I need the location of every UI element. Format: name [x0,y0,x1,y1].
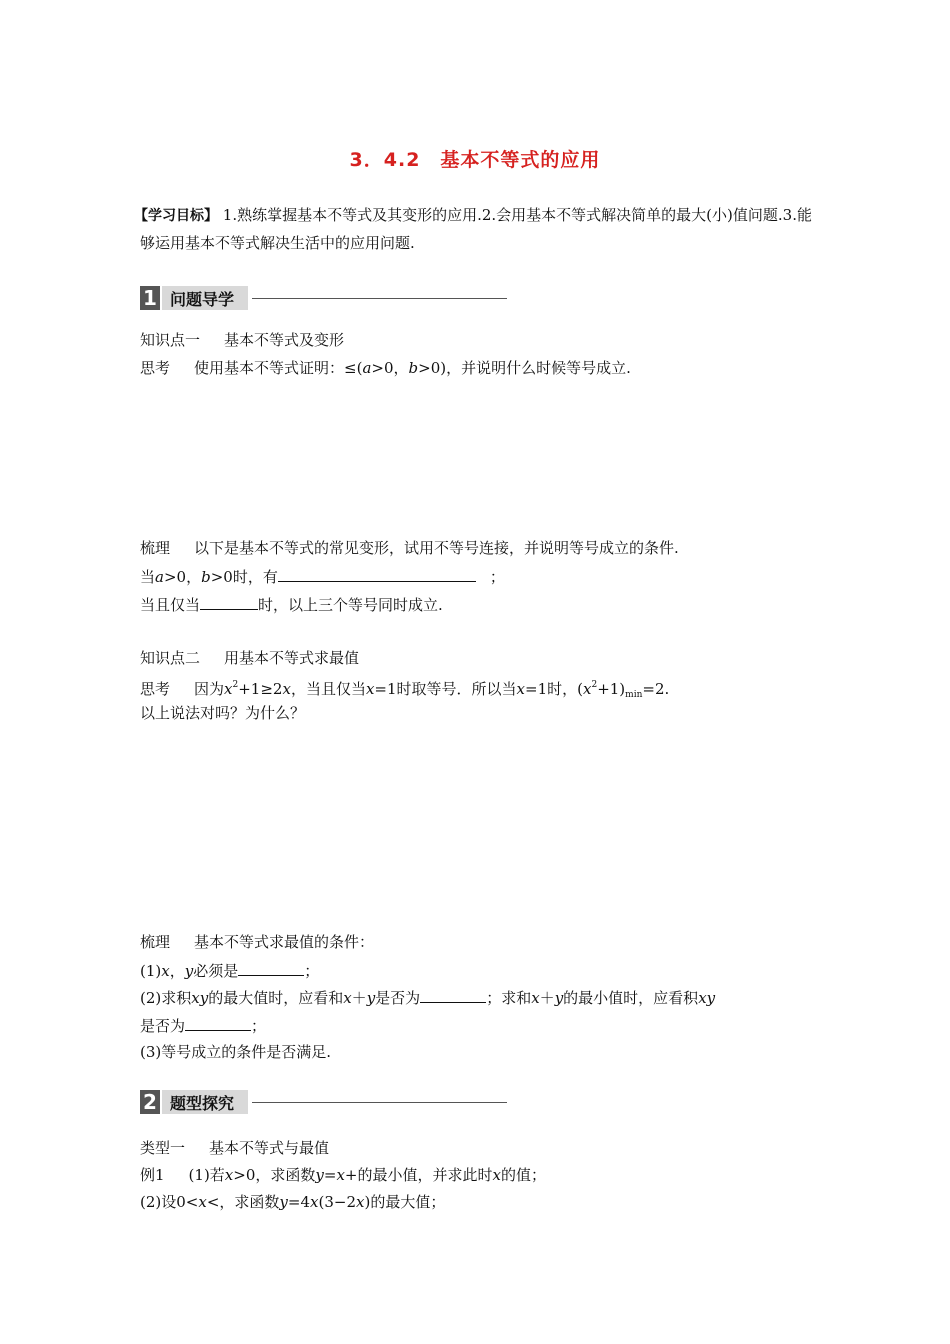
text: =2. [642,680,670,698]
subscript-min: min [625,690,643,700]
text: (2)求积 [140,989,192,1007]
think-label: 思考 [140,359,171,377]
var-x: x [516,680,526,698]
fill-blank[interactable] [185,1015,251,1031]
var-x: x [531,989,540,1007]
var-y: y [366,989,376,1007]
example-label: 例1 [140,1166,165,1184]
section-header-1 [140,286,507,310]
text: >0时，有 [210,568,278,586]
condition-3: (3)等号成立的条件是否满足. [140,1043,332,1061]
text: 使用基本不等式证明：≤( [194,359,363,377]
section-label: 问题导学 [162,286,248,310]
kp2-heading [140,648,359,668]
var-x: x [365,680,375,698]
text: >0)，并说明什么时候等号成立. [418,359,631,377]
type1-heading-text: 基本不等式与最值 [209,1139,330,1157]
sort-label: 梳理 [140,933,171,951]
kp1-when [140,566,505,587]
text: 必须是 [193,962,239,980]
fill-blank[interactable] [420,987,486,1003]
text: (3−2 [318,1193,357,1211]
type1-heading [140,1138,329,1158]
var-x: x [343,989,352,1007]
text: (1) [140,962,162,980]
kp1-heading [140,330,344,350]
section-label: 题型探究 [162,1090,248,1114]
text: ； [304,962,320,980]
kp1-heading-label: 知识点一 [140,331,201,349]
var-a: a [155,568,164,586]
text: >0， [163,568,202,586]
type1-heading-label: 类型一 [140,1139,186,1157]
text: 时，以上三个等号同时成立. [258,596,443,614]
var-x: x [356,1193,365,1211]
var-x: x [310,1193,319,1211]
var-y: y [315,1166,324,1184]
condition-1 [140,960,319,981]
learning-objectives [134,202,820,257]
objectives-label: 【学习目标】 [134,208,218,224]
kp2-sort [140,932,374,952]
text: =4 [287,1193,311,1211]
text: (1)若 [188,1166,225,1184]
text: ＋ [539,989,555,1007]
exponent: 2 [591,680,598,690]
text: ； [251,1017,267,1035]
text: >0，求函数 [233,1166,316,1184]
fill-blank[interactable] [200,594,258,610]
var-x: x [198,1193,207,1211]
var-y: y [554,989,564,1007]
text: ， [169,962,185,980]
sort-text: 以下是基本不等式的常见变形，试用不等号连接，并说明等号成立的条件. [194,539,679,557]
page-title: 3．4.2 基本不等式的应用 [349,149,601,171]
section-rule [252,298,507,299]
kp2-heading-text: 用基本不等式求最值 [224,649,360,667]
var-x: x [336,1166,345,1184]
text: 是否为 [375,989,421,1007]
section-number: 1 [140,286,160,310]
var-xy: xy [698,989,716,1007]
kp2-question: 以上说法对吗？为什么？ [140,704,306,722]
kp1-sort [140,538,679,558]
text: ＋ [351,989,367,1007]
var-x: x [161,962,170,980]
text: 是否为 [140,1017,186,1035]
text: ，当且仅当 [290,680,366,698]
text: +1≥2 [238,680,283,698]
text: =1时取等号．所以当 [374,680,517,698]
text: =1时，( [525,680,583,698]
think-label: 思考 [140,680,171,698]
sort-text: 基本不等式求最值的条件： [194,933,375,951]
text: +的最小值，并求此时 [344,1166,493,1184]
text: = [323,1166,337,1184]
var-b: b [408,359,419,377]
var-x: x [582,680,592,698]
var-x: x [282,680,291,698]
text: 当且仅当 [140,596,201,614]
fill-blank[interactable] [278,566,476,582]
var-a: a [362,359,372,377]
var-x: x [224,1166,234,1184]
kp1-think [140,358,631,378]
text: 当 [140,568,156,586]
text: 的最大值时，应看和 [208,989,344,1007]
var-b: b [201,568,211,586]
var-x: x [492,1166,501,1184]
kp1-onlyif [140,594,443,615]
text: 的最小值时，应看积 [563,989,699,1007]
example-1-part-2 [140,1192,445,1212]
text: >0， [371,359,409,377]
kp2-think [140,675,669,705]
kp1-heading-text: 基本不等式及变形 [224,331,345,349]
var-x: x [224,680,233,698]
fill-blank[interactable] [238,960,304,976]
section-rule [252,1102,507,1103]
var-xy: xy [191,989,209,1007]
condition-2 [140,987,715,1008]
text: +1) [597,680,626,698]
example-1-part-1 [140,1165,546,1185]
text: 的值； [500,1166,546,1184]
text: ； [489,568,505,586]
condition-2-cont [140,1015,266,1036]
objectives-text: 1.熟练掌握基本不等式及其变形的应用.2.会用基本不等式解决简单的最大(小)值问题.3.能够运用基本不等式解决生活中的应用问题. [140,206,812,252]
text: )的最大值； [364,1193,446,1211]
text: 因为 [194,680,225,698]
text: <，求函数 [206,1193,280,1211]
section-header-2 [140,1090,507,1114]
section-number: 2 [140,1090,160,1114]
text: (2)设0< [140,1193,199,1211]
kp2-heading-label: 知识点二 [140,649,201,667]
var-y: y [279,1193,288,1211]
exponent: 2 [232,680,239,690]
text: ；求和 [486,989,532,1007]
sort-label: 梳理 [140,539,171,557]
var-y: y [184,962,194,980]
